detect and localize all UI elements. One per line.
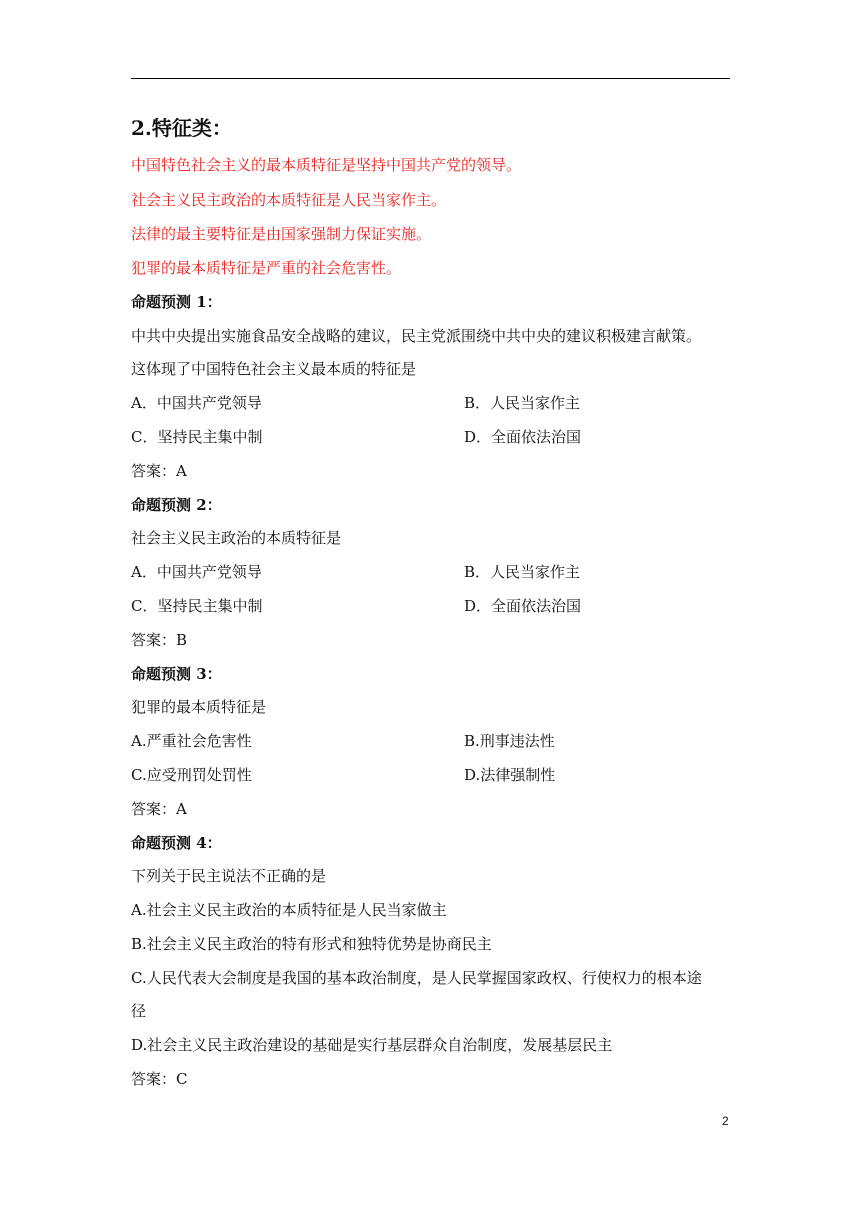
key-point-4: 犯罪的最本质特征是严重的社会危害性。 [131, 259, 402, 277]
question-2-answer: 答案：B [131, 631, 188, 649]
question-2-option-d: D．全面依法治国 [464, 597, 582, 615]
question-3-answer: 答案：A [131, 800, 187, 818]
question-1-stem-line-2: 这体现了中国特色社会主义最本质的特征是 [131, 360, 417, 378]
question-4-option-a: A.社会主义民主政治的本质特征是人民当家做主 [131, 901, 447, 919]
key-point-3: 法律的最主要特征是由国家强制力保证实施。 [131, 225, 432, 243]
question-4-answer: 答案：C [131, 1070, 188, 1088]
question-3-option-b: B.刑事违法性 [464, 732, 555, 750]
question-3-label: 命题预测 3： [131, 665, 222, 683]
question-3-option-c: C.应受刑罚处罚性 [131, 766, 252, 784]
question-1-label: 命题预测 1： [131, 293, 222, 311]
question-1-option-d: D．全面依法治国 [464, 428, 582, 446]
section-title: 2.特征类： [131, 116, 232, 140]
question-3-stem: 犯罪的最本质特征是 [131, 698, 267, 716]
question-2-option-a: A．中国共产党领导 [131, 563, 262, 581]
question-1-option-b: B．人民当家作主 [464, 394, 581, 412]
question-4-option-d: D.社会主义民主政治建设的基础是实行基层群众自治制度，发展基层民主 [131, 1036, 613, 1054]
key-point-2: 社会主义民主政治的本质特征是人民当家作主。 [131, 191, 447, 209]
question-1-option-a: A．中国共产党领导 [131, 394, 262, 412]
question-1-answer: 答案：A [131, 462, 187, 480]
question-3-option-d: D.法律强制性 [464, 766, 556, 784]
key-point-1: 中国特色社会主义的最本质特征是坚持中国共产党的领导。 [131, 156, 522, 174]
question-4-stem: 下列关于民主说法不正确的是 [131, 867, 327, 885]
question-3-option-a: A.严重社会危害性 [131, 732, 252, 750]
question-4-option-b: B.社会主义民主政治的特有形式和独特优势是协商民主 [131, 935, 492, 953]
question-2-option-c: C．坚持民主集中制 [131, 597, 263, 615]
question-1-option-c: C．坚持民主集中制 [131, 428, 263, 446]
question-2-stem: 社会主义民主政治的本质特征是 [131, 529, 342, 547]
question-1-stem-line-1: 中共中央提出实施食品安全战略的建议，民主党派围绕中共中央的建议积极建言献策。 [131, 327, 702, 345]
question-2-label: 命题预测 2： [131, 496, 222, 514]
page-number: 2 [722, 1114, 729, 1128]
question-4-option-c-continued: 径 [131, 1002, 147, 1020]
question-4-option-c: C.人民代表大会制度是我国的基本政治制度，是人民掌握国家政权、行使权力的根本途 [131, 969, 702, 987]
header-rule [131, 78, 730, 79]
question-2-option-b: B．人民当家作主 [464, 563, 581, 581]
question-4-label: 命题预测 4： [131, 834, 222, 852]
